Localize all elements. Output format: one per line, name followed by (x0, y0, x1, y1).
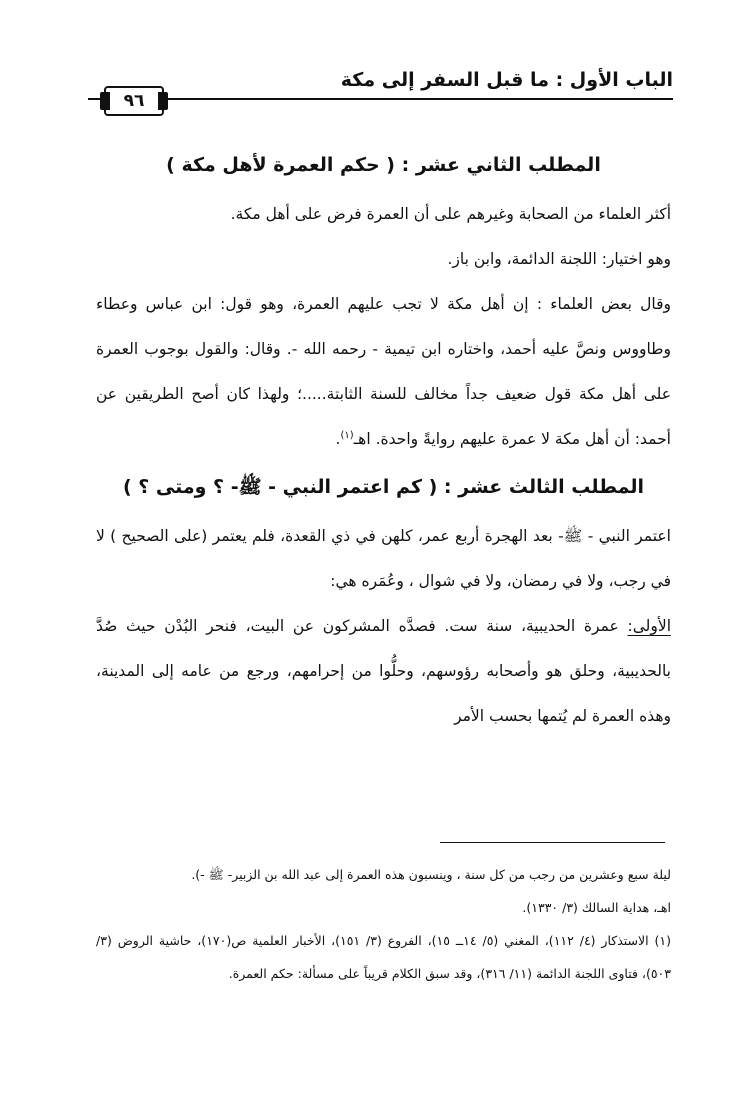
page-number: ٩٦ (104, 86, 164, 116)
section-heading-12: المطلب الثاني عشر : ( حكم العمرة لأهل مكة ) (166, 154, 601, 176)
paragraph: اعتمر النبي - ﷺ- بعد الهجرة أربع عمر، كلهن في ذي القعدة، فلم يعتمر (على الصحيح ) لا في رجب، ولا في رمضان، ولا في شوال ، وعُمَره هي: (96, 527, 671, 590)
section-heading-13: المطلب الثالث عشر : ( كم اعتمر النبي - ﷺ- ؟ ومتى ؟ ) (122, 476, 645, 498)
paragraph (96, 604, 671, 739)
main-text (96, 140, 671, 739)
paragraph-end: . (335, 430, 341, 448)
paragraph: وهو اختيار: اللجنة الدائمة، وابن باز. (447, 250, 671, 268)
footnotes (96, 858, 671, 990)
chapter-title: الباب الأول : ما قبل السفر إلى مكة (340, 69, 673, 91)
footnote-continuation-source: اهـ، هداية السالك (٣/ ١٣٣٠). (522, 900, 671, 915)
first-umrah-label: الأولى: (627, 617, 671, 635)
paragraph-text: وقال بعض العلماء : إن أهل مكة لا تجب عليهم العمرة، وهو قول: ابن عباس وعطاء وطاووس ونصَّ عليه أحمد، واختاره ابن تيمية - رحمه الله -. وقال: والقول بوجوب العمرة على أهل مكة قول ضعيف جداً مخالف للسنة الثابتة.....؛ ولهذا كان أصح الطريقين عن أحمد: أن أهل مكة لا عمرة عليهم روايةً واحدة. اهـ (96, 295, 671, 448)
footnote-reference[interactable]: (١) (340, 429, 354, 441)
running-header (88, 66, 673, 111)
footnote-separator (440, 842, 665, 843)
paragraph: أكثر العلماء من الصحابة وغيرهم على أن العمرة فرض على أهل مكة. (230, 205, 671, 223)
paragraph (96, 282, 671, 462)
footnote-continuation: ليلة سبع وعشرين من رجب من كل سنة ، وينسبون هذه العمرة إلى عبد الله بن الزبير- ﷺ -). (191, 867, 671, 882)
header-rule (88, 98, 673, 100)
paragraph-text: عمرة الحديبية، سنة ست. فصدَّه المشركون عن البيت، فنحر البُدْن حيث صُدَّ بالحديبية، وحلق هو وأصحابه رؤوسهم، وحلُّوا من إحرامهم، ورجع من عامه إلى المدينة، وهذه العمرة لم يُتمها بحسب الأمر (96, 617, 671, 725)
footnote-1: (١) الاستذكار (٤/ ١١٢)، المغني (٥/ ١٤ــ ١٥)، الفروع (٣/ ١٥١)، الأخبار العلمية ص(١٧٠)، حاشية الروض (٣/ ٥٠٣)، فتاوى اللجنة الدائمة (١١/ ٣١٦)، وقد سبق الكلام قريباً على مسألة: حكم العمرة. (96, 933, 671, 981)
